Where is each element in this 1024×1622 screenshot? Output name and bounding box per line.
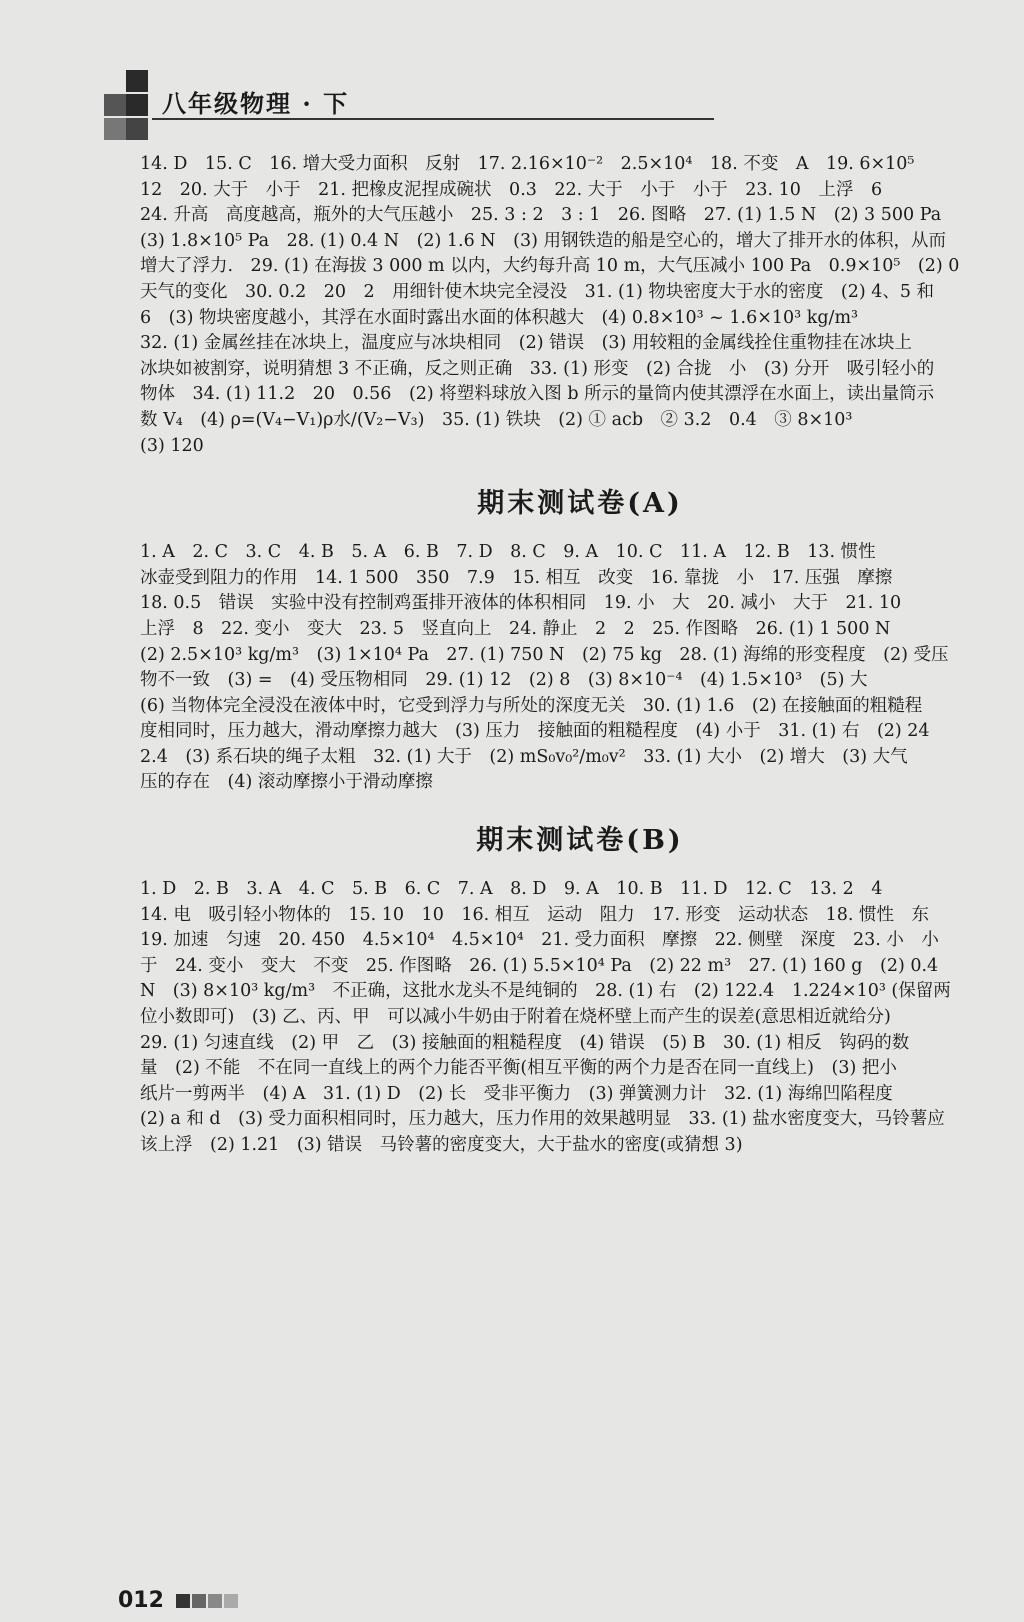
answer-line: 12 20. 大于 小于 21. 把橡皮泥捏成碗状 0.3 22. 大于 小于 小于 23. 10 上浮 6 bbox=[140, 179, 883, 200]
answer-line: (6) 当物体完全浸没在液体中时，它受到浮力与所处的深度无关 30. (1) 1.6 (2) 在接触面的粗糙程 bbox=[140, 695, 923, 716]
page-number: 012 bbox=[118, 1588, 164, 1613]
answer-line: 14. 电 吸引轻小物体的 15. 10 10 16. 相互 运动 阻力 17. 形变 运动状态 18. 惯性 东 bbox=[140, 904, 930, 925]
decor-square bbox=[104, 94, 126, 116]
answer-line: 度相同时，压力越大，滑动摩擦力越大 (3) 压力 接触面的粗糙程度 (4) 小于 31. (1) 右 (2) 24 bbox=[140, 721, 930, 742]
decor-square bbox=[126, 94, 148, 116]
answer-content bbox=[140, 152, 1020, 1159]
answers-section-a bbox=[140, 540, 1020, 796]
page-header bbox=[104, 62, 714, 142]
answer-line: 18. 0.5 错误 实验中没有控制鸡蛋排开液体的体积相同 19. 小 大 20. 减小 大于 21. 10 bbox=[140, 593, 902, 614]
book-title: 八年级物理 · 下 bbox=[162, 89, 350, 118]
section-title-b: 期末测试卷(B) bbox=[476, 825, 684, 857]
answer-line: (2) 2.5×10³ kg/m³ (3) 1×10⁴ Pa 27. (1) 750 N (2) 75 kg 28. (1) 海绵的形变程度 (2) 受压 bbox=[140, 644, 949, 665]
page-number-bars bbox=[176, 1588, 240, 1613]
page-footer bbox=[118, 1588, 240, 1613]
answer-line: 1. A 2. C 3. C 4. B 5. A 6. B 7. D 8. C 9. A 10. C 11. A 12. B 13. 惯性 bbox=[140, 542, 876, 563]
answer-line: 上浮 8 22. 变小 变大 23. 5 竖直向上 24. 静止 2 2 25. 作图略 26. (1) 1 500 N bbox=[140, 618, 891, 639]
answer-line: N (3) 8×10³ kg/m³ 不正确，这批水龙头不是纯铜的 28. (1) 右 (2) 122.4 1.224×10³ (保留两 bbox=[140, 981, 951, 1002]
answer-line: 1. D 2. B 3. A 4. C 5. B 6. C 7. A 8. D 9. A 10. B 11. D 12. C 13. 2 4 bbox=[140, 879, 883, 900]
answer-line: 32. (1) 金属丝挂在冰块上，温度应与冰块相同 (2) 错误 (3) 用较粗的金属线拴住重物挂在冰块上 bbox=[140, 333, 912, 354]
answer-line: 物体 34. (1) 11.2 20 0.56 (2) 将塑料球放入图 b 所示的量筒内使其漂浮在水面上，读出量筒示 bbox=[140, 384, 935, 405]
answer-line: 2.4 (3) 系石块的绳子太粗 32. (1) 大于 (2) mS₀v₀²/m₀v² 33. (1) 大小 (2) 增大 (3) 大气 bbox=[140, 746, 908, 767]
answer-line: 14. D 15. C 16. 增大受力面积 反射 17. 2.16×10⁻² 2.5×10⁴ 18. 不变 A 19. 6×10⁵ bbox=[140, 154, 915, 174]
answer-line: 6 (3) 物块密度越小，其浮在水面时露出水面的体积越大 (4) 0.8×10³ ~ 1.6×10³ kg/m³ bbox=[140, 307, 859, 328]
answers-block-1 bbox=[140, 152, 1020, 459]
answer-line: 增大了浮力. 29. (1) 在海拔 3 000 m 以内，大约每升高 10 m，大气压减小 100 Pa 0.9×10⁵ (2) 0 bbox=[140, 256, 960, 277]
answer-line: 29. (1) 匀速直线 (2) 甲 乙 (3) 接触面的粗糙程度 (4) 错误 (5) B 30. (1) 相反 钩码的数 bbox=[140, 1032, 910, 1053]
decor-square bbox=[126, 70, 148, 92]
answer-line: (2) a 和 d (3) 受力面积相同时，压力越大，压力作用的效果越明显 33. (1) 盐水密度变大，马铃薯应 bbox=[140, 1109, 945, 1130]
answer-line: (3) 1.8×10⁵ Pa 28. (1) 0.4 N (2) 1.6 N (3) 用钢铁造的船是空心的，增大了排开水的体积，从而 bbox=[140, 230, 946, 251]
answer-line: 数 V₄ (4) ρ=(V₄−V₁)ρ水/(V₂−V₃) 35. (1) 铁块 (2) ① acb ② 3.2 0.4 ③ 8×10³ bbox=[140, 409, 853, 430]
decor-square bbox=[104, 118, 126, 140]
answer-line: 冰壶受到阻力的作用 14. 1 500 350 7.9 15. 相互 改变 16. 靠拢 小 17. 压强 摩擦 bbox=[140, 567, 893, 588]
decor-square bbox=[126, 118, 148, 140]
answer-line: 物不一致 (3) = (4) 受压物相同 29. (1) 12 (2) 8 (3) 8×10⁻⁴ (4) 1.5×10³ (5) 大 bbox=[140, 670, 868, 691]
answer-line: 量 (2) 不能 不在同一直线上的两个力能否平衡(相互平衡的两个力是否在同一直线上) (3) 把小 bbox=[140, 1058, 897, 1079]
answer-line: 该上浮 (2) 1.21 (3) 错误 马铃薯的密度变大，大于盐水的密度(或猜想 3) bbox=[140, 1135, 743, 1155]
answer-line: 天气的变化 30. 0.2 20 2 用细针使木块完全浸没 31. (1) 物块密度大于水的密度 (2) 4、5 和 bbox=[140, 281, 935, 302]
answer-line: (3) 120 bbox=[140, 435, 204, 456]
answer-line: 于 24. 变小 变大 不变 25. 作图略 26. (1) 5.5×10⁴ Pa (2) 22 m³ 27. (1) 160 g (2) 0.4 bbox=[140, 955, 939, 976]
header-rule bbox=[152, 118, 714, 120]
answer-line: 冰块如被割穿，说明猜想 3 不正确，反之则正确 33. (1) 形变 (2) 合拢 小 (3) 分开 吸引轻小的 bbox=[140, 358, 935, 379]
answer-line: 压的存在 (4) 滚动摩擦小于滑动摩擦 bbox=[140, 772, 433, 793]
answer-line: 纸片一剪两半 (4) A 31. (1) D (2) 长 受非平衡力 (3) 弹簧测力计 32. (1) 海绵凹陷程度 bbox=[140, 1083, 893, 1104]
answer-line: 位小数即可) (3) 乙、丙、甲 可以减小牛奶由于附着在烧杯壁上而产生的误差(意思相近就给分) bbox=[140, 1007, 891, 1028]
section-title-a: 期末测试卷(A) bbox=[477, 488, 683, 520]
answer-line: 19. 加速 匀速 20. 450 4.5×10⁴ 4.5×10⁴ 21. 受力面积 摩擦 22. 侧壁 深度 23. 小 小 bbox=[140, 930, 939, 951]
answer-line: 24. 升高 高度越高，瓶外的大气压越小 25. 3 : 2 3 : 1 26. 图略 27. (1) 1.5 N (2) 3 500 Pa bbox=[140, 205, 942, 226]
answers-section-b bbox=[140, 877, 1020, 1159]
